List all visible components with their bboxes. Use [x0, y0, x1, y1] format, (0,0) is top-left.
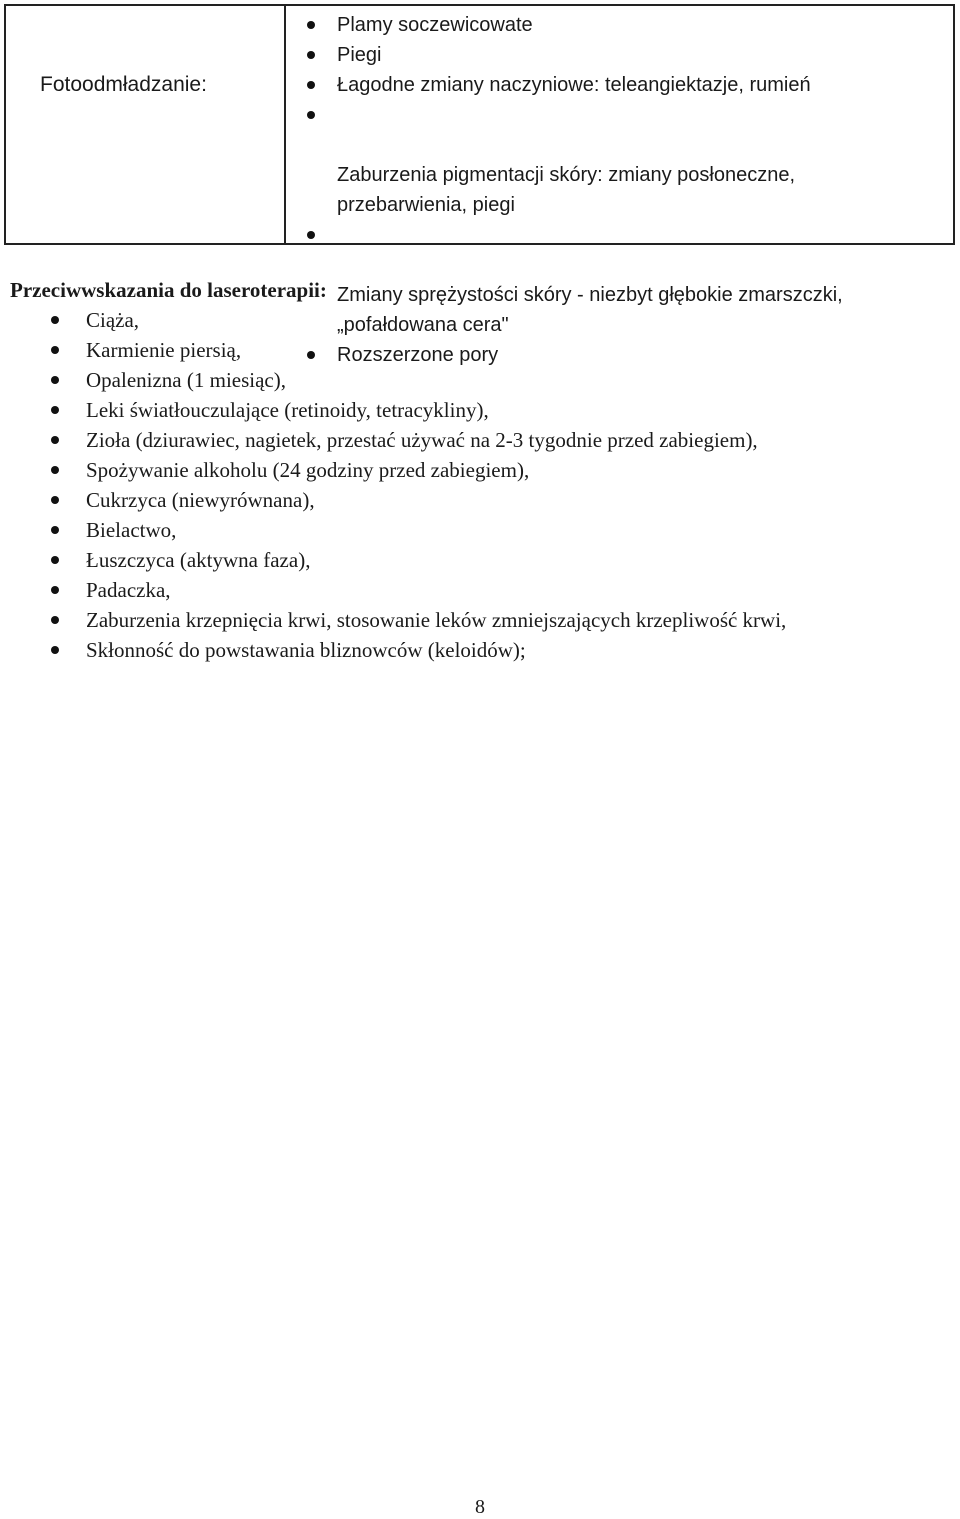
indication-text: Piegi — [337, 44, 382, 66]
bullet-icon — [51, 436, 59, 444]
bullet-icon — [51, 556, 59, 564]
contraindication-text: Skłonność do powstawania bliznowców (keloidów); — [86, 638, 526, 662]
indication-text: Plamy soczewicowate — [337, 14, 533, 36]
contraindication-text: Leki światłouczulające (retinoidy, tetracykliny), — [86, 398, 489, 422]
section-heading: Przeciwwskazania do laseroterapii: — [10, 278, 327, 302]
bullet-icon — [51, 526, 59, 534]
bullet-icon — [307, 231, 315, 239]
contraindication-text: Padaczka, — [86, 578, 171, 602]
bullet-icon — [51, 316, 59, 324]
bullet-icon — [307, 81, 315, 89]
bullet-icon — [307, 21, 315, 29]
indication-item — [286, 40, 843, 70]
bullet-icon — [51, 586, 59, 594]
contraindication-text: Zioła (dziurawiec, nagietek, przestać używać na 2-3 tygodnie przed zabiegiem), — [86, 428, 758, 452]
contraindication-item — [0, 515, 786, 545]
bullet-icon — [51, 646, 59, 654]
contraindication-item — [0, 305, 786, 335]
contraindication-text: Bielactwo, — [86, 518, 177, 542]
contraindication-item — [0, 335, 786, 365]
indication-text: Zmiany sprężystości skóry - niezbyt głębokie zmarszczki, „pofałdowana cera" — [337, 284, 843, 336]
indication-item — [286, 70, 843, 100]
contraindication-item — [0, 575, 786, 605]
contraindication-item — [0, 635, 786, 665]
contraindication-text: Spożywanie alkoholu (24 godziny przed zabiegiem), — [86, 458, 530, 482]
table-items-cell — [286, 6, 953, 366]
contraindication-item — [0, 545, 786, 575]
indication-item — [286, 100, 843, 220]
contraindication-item — [0, 605, 786, 635]
contraindication-item — [0, 395, 786, 425]
indication-text: Łagodne zmiany naczyniowe: teleangiektazje, rumień — [337, 74, 811, 96]
table-label: Fotoodmładzanie: — [40, 73, 207, 96]
indication-text: Rozszerzone pory — [337, 344, 499, 366]
contraindication-text: Zaburzenia krzepnięcia krwi, stosowanie leków zmniejszających krzepliwość krwi, — [86, 608, 787, 632]
page-number: 8 — [475, 1496, 485, 1518]
table-label-cell — [6, 6, 286, 243]
contraindication-item — [0, 455, 786, 485]
contraindication-item — [0, 485, 786, 515]
bullet-icon — [307, 51, 315, 59]
contraindication-item — [0, 425, 786, 455]
contraindications-list — [0, 305, 786, 665]
bullet-icon — [51, 616, 59, 624]
contraindication-item — [0, 365, 786, 395]
contraindication-text: Opalenizna (1 miesiąc), — [86, 368, 286, 392]
bullet-icon — [51, 406, 59, 414]
bullet-icon — [51, 466, 59, 474]
bullet-icon — [51, 346, 59, 354]
indication-text: Zaburzenia pigmentacji skóry: zmiany posłoneczne, przebarwienia, piegi — [337, 164, 795, 216]
bullet-icon — [51, 496, 59, 504]
contraindication-text: Karmienie piersią, — [86, 338, 242, 362]
contraindication-text: Cukrzyca (niewyrównana), — [86, 488, 315, 512]
contraindication-text: Ciąża, — [86, 308, 140, 332]
bullet-icon — [307, 111, 315, 119]
indication-item — [286, 10, 843, 40]
bullet-icon — [51, 376, 59, 384]
contraindication-text: Łuszczyca (aktywna faza), — [86, 548, 311, 572]
